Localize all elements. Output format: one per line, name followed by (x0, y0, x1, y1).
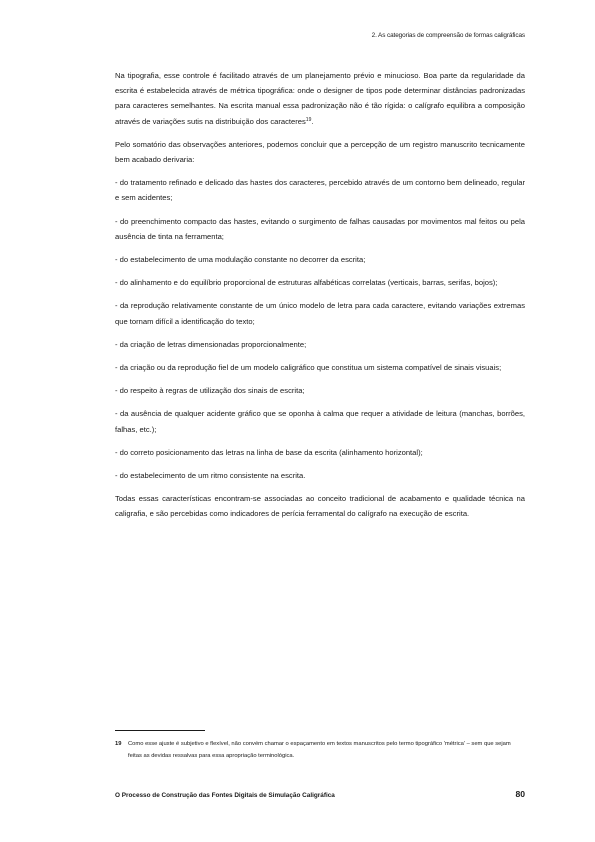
list-item: - do respeito à regras de utilização dos sinais de escrita; (115, 386, 305, 396)
list-item: - do tratamento refinado e delicado das hastes dos caracteres, percebido através de um contorno bem delineado, regular e sem acidentes; (115, 178, 525, 203)
footer-title: O Processo de Construção das Fontes Digitais de Simulação Caligráfica (115, 792, 335, 799)
footnote-number: 19 (115, 741, 122, 747)
footnote-reference[interactable]: 19 (305, 116, 312, 123)
paragraph-summary: Pelo somatório das observações anteriores, podemos concluir que a percepção de um registro manuscrito tecnicamente bem acabado derivaria: (115, 139, 525, 165)
paragraph-conclusion: Todas essas características encontram-se associadas ao conceito tradicional de acabamento e qualidade técnica na caligrafia, e são percebidas como indicadores de perícia ferramental do calígrafo na execução de escrita. (115, 494, 525, 519)
list-item: - do estabelecimento de um ritmo consistente na escrita. (115, 471, 306, 481)
list-item: - da ausência de qualquer acidente gráfico que se oponha à calma que requer a atividade de leitura (manchas, borrões, falhas, etc.); (115, 409, 525, 434)
paragraph-intro (115, 68, 525, 129)
list-item: - do alinhamento e do equilíbrio proporcional de estruturas alfabéticas correlatas (verticais, barras, serifas, bojos); (115, 278, 498, 288)
list-item: - da criação de letras dimensionadas proporcionalmente; (115, 339, 307, 349)
footnote (115, 738, 525, 762)
body-text (115, 68, 525, 522)
paragraph-intro-tail: . (311, 116, 314, 126)
list-item: - do preenchimento compacto das hastes, evitando o surgimento de falhas causadas por movimentos mal feitos ou pela ausência de tinta na ferramenta; (115, 216, 525, 241)
list-item: - da criação ou da reprodução fiel de um modelo caligráfico que constitua um sistema compatível de sinais visuais; (115, 363, 502, 373)
page-number: 80 (515, 789, 525, 799)
paragraph-intro-text: Na tipografia, esse controle é facilitado através de um planejamento prévio e minucioso. Boa parte da regularidade da escrita é estabelecida através de métrica tipográfica: onde o designer de tipos pode determinar distâncias padronizadas para caracteres semelhantes. Na escrita manual essa padronização não é tão rígida: o calígrafo equilibra a composição através de variações sutis na distribuição dos caracteres (115, 71, 525, 126)
footnote-text: Como esse ajuste é subjetivo e flexível, não convém chamar o espaçamento em textos manuscritos pelo termo tipográfico 'métrica' – sem que sejam feitas as devidas ressalvas para essa apropriação terminológica. (128, 741, 511, 759)
list-item: - do correto posicionamento das letras na linha de base da escrita (alinhamento horizontal); (115, 447, 423, 457)
list-item: - do estabelecimento de uma modulação constante no decorrer da escrita; (115, 255, 366, 265)
list-item: - da reprodução relativamente constante de um único modelo de letra para cada caractere, evitando variações extremas que tornam difícil a identificação do texto; (115, 301, 525, 326)
footnote-divider (115, 730, 205, 731)
running-head: 2. As categorias de compreensão de formas caligráficas (371, 32, 525, 39)
